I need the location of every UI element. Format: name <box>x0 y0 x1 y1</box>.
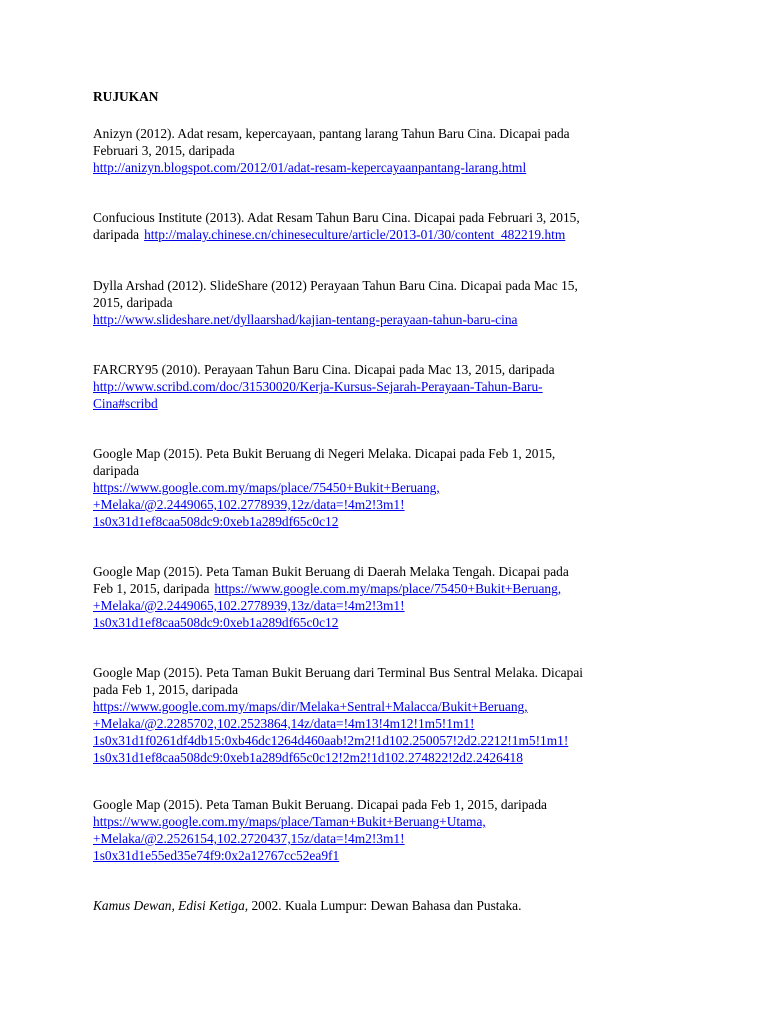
reference-link[interactable]: +Melaka/@2.2285702,102.2523864,14z/data=!4m13!4m12!1m5!1m1! <box>93 716 475 731</box>
reference-text: Anizyn (2012). Adat resam, kepercayaan, pantang larang Tahun Baru Cina. Dicapai pada <box>93 126 570 141</box>
reference-text: Confucious Institute (2013). Adat Resam Tahun Baru Cina. Dicapai pada Februari 3, 2015, <box>93 210 580 225</box>
reference-link[interactable]: Cina#scribd <box>93 396 158 411</box>
reference-link[interactable]: https://www.google.com.my/maps/place/Taman+Bukit+Beruang+Utama, <box>93 814 486 829</box>
reference-text: daripada <box>93 463 140 478</box>
reference-title: Kamus Dewan, Edisi Ketiga, <box>93 898 249 913</box>
reference-text: Dylla Arshad (2012). SlideShare (2012) Perayaan Tahun Baru Cina. Dicapai pada Mac 15, <box>93 278 578 293</box>
reference-entry-google-map-4 <box>93 796 547 864</box>
reference-text: Google Map (2015). Peta Bukit Beruang di Negeri Melaka. Dicapai pada Feb 1, 2015, <box>93 446 556 461</box>
reference-link[interactable]: 1s0x31d1ef8caa508dc9:0xeb1a289df65c0c12 <box>93 514 339 529</box>
reference-text: Google Map (2015). Peta Taman Bukit Beruang dari Terminal Bus Sentral Melaka. Dicapai <box>93 665 583 680</box>
reference-link[interactable]: 1s0x31d1ef8caa508dc9:0xeb1a289df65c0c12!2m2!1d102.274822!2d2.2426418 <box>93 750 523 765</box>
reference-entry-anizyn <box>93 125 570 176</box>
reference-text: Google Map (2015). Peta Taman Bukit Beruang. Dicapai pada Feb 1, 2015, daripada <box>93 797 547 812</box>
reference-entry-google-map-3 <box>93 664 583 766</box>
reference-link[interactable]: https://www.google.com.my/maps/place/75450+Bukit+Beruang, <box>93 480 440 495</box>
reference-link[interactable]: +Melaka/@2.2449065,102.2778939,12z/data=!4m2!3m1! <box>93 497 405 512</box>
reference-text: Google Map (2015). Peta Taman Bukit Beruang di Daerah Melaka Tengah. Dicapai pada <box>93 564 569 579</box>
reference-link[interactable]: http://anizyn.blogspot.com/2012/01/adat-resam-kepercayaanpantang-larang.html <box>93 160 527 175</box>
reference-entry-dylla <box>93 277 578 328</box>
reference-link[interactable]: http://malay.chinese.cn/chineseculture/article/2013-01/30/content_482219.htm <box>144 227 566 242</box>
reference-entry-google-map-1 <box>93 445 555 530</box>
reference-text: 2015, daripada <box>93 295 173 310</box>
reference-link[interactable]: http://www.slideshare.net/dyllaarshad/kajian-tentang-perayaan-tahun-baru-cina <box>93 312 518 327</box>
reference-entry-farcry95 <box>93 361 555 412</box>
reference-text: 2002. Kuala Lumpur: Dewan Bahasa dan Pustaka. <box>248 898 522 913</box>
reference-link[interactable]: 1s0x31d1f0261df4db15:0xb46dc1264d460aab!2m2!1d102.250057!2d2.2212!1m5!1m1! <box>93 733 569 748</box>
reference-link[interactable]: 1s0x31d1ef8caa508dc9:0xeb1a289df65c0c12 <box>93 615 339 630</box>
reference-entry-confucious <box>93 209 580 243</box>
reference-link[interactable]: +Melaka/@2.2449065,102.2778939,13z/data=!4m2!3m1! <box>93 598 405 613</box>
reference-text: pada Feb 1, 2015, daripada <box>93 682 239 697</box>
page-title: RUJUKAN <box>93 89 159 104</box>
document-page <box>93 88 693 913</box>
reference-entry-kamus-dewan <box>93 897 521 914</box>
reference-text: Februari 3, 2015, daripada <box>93 143 235 158</box>
reference-entry-google-map-2 <box>93 563 569 631</box>
reference-link[interactable]: 1s0x31d1e55ed35e74f9:0x2a12767cc52ea9f1 <box>93 848 340 863</box>
reference-text: Feb 1, 2015, daripada <box>93 581 210 596</box>
reference-link[interactable]: https://www.google.com.my/maps/dir/Melaka+Sentral+Malacca/Bukit+Beruang, <box>93 699 528 714</box>
reference-link[interactable]: http://www.scribd.com/doc/31530020/Kerja-Kursus-Sejarah-Perayaan-Tahun-Baru- <box>93 379 543 394</box>
reference-text: FARCRY95 (2010). Perayaan Tahun Baru Cina. Dicapai pada Mac 13, 2015, daripada <box>93 362 555 377</box>
reference-text: daripada <box>93 227 140 242</box>
reference-link[interactable]: https://www.google.com.my/maps/place/75450+Bukit+Beruang, <box>214 581 562 596</box>
reference-link[interactable]: +Melaka/@2.2526154,102.2720437,15z/data=!4m2!3m1! <box>93 831 405 846</box>
